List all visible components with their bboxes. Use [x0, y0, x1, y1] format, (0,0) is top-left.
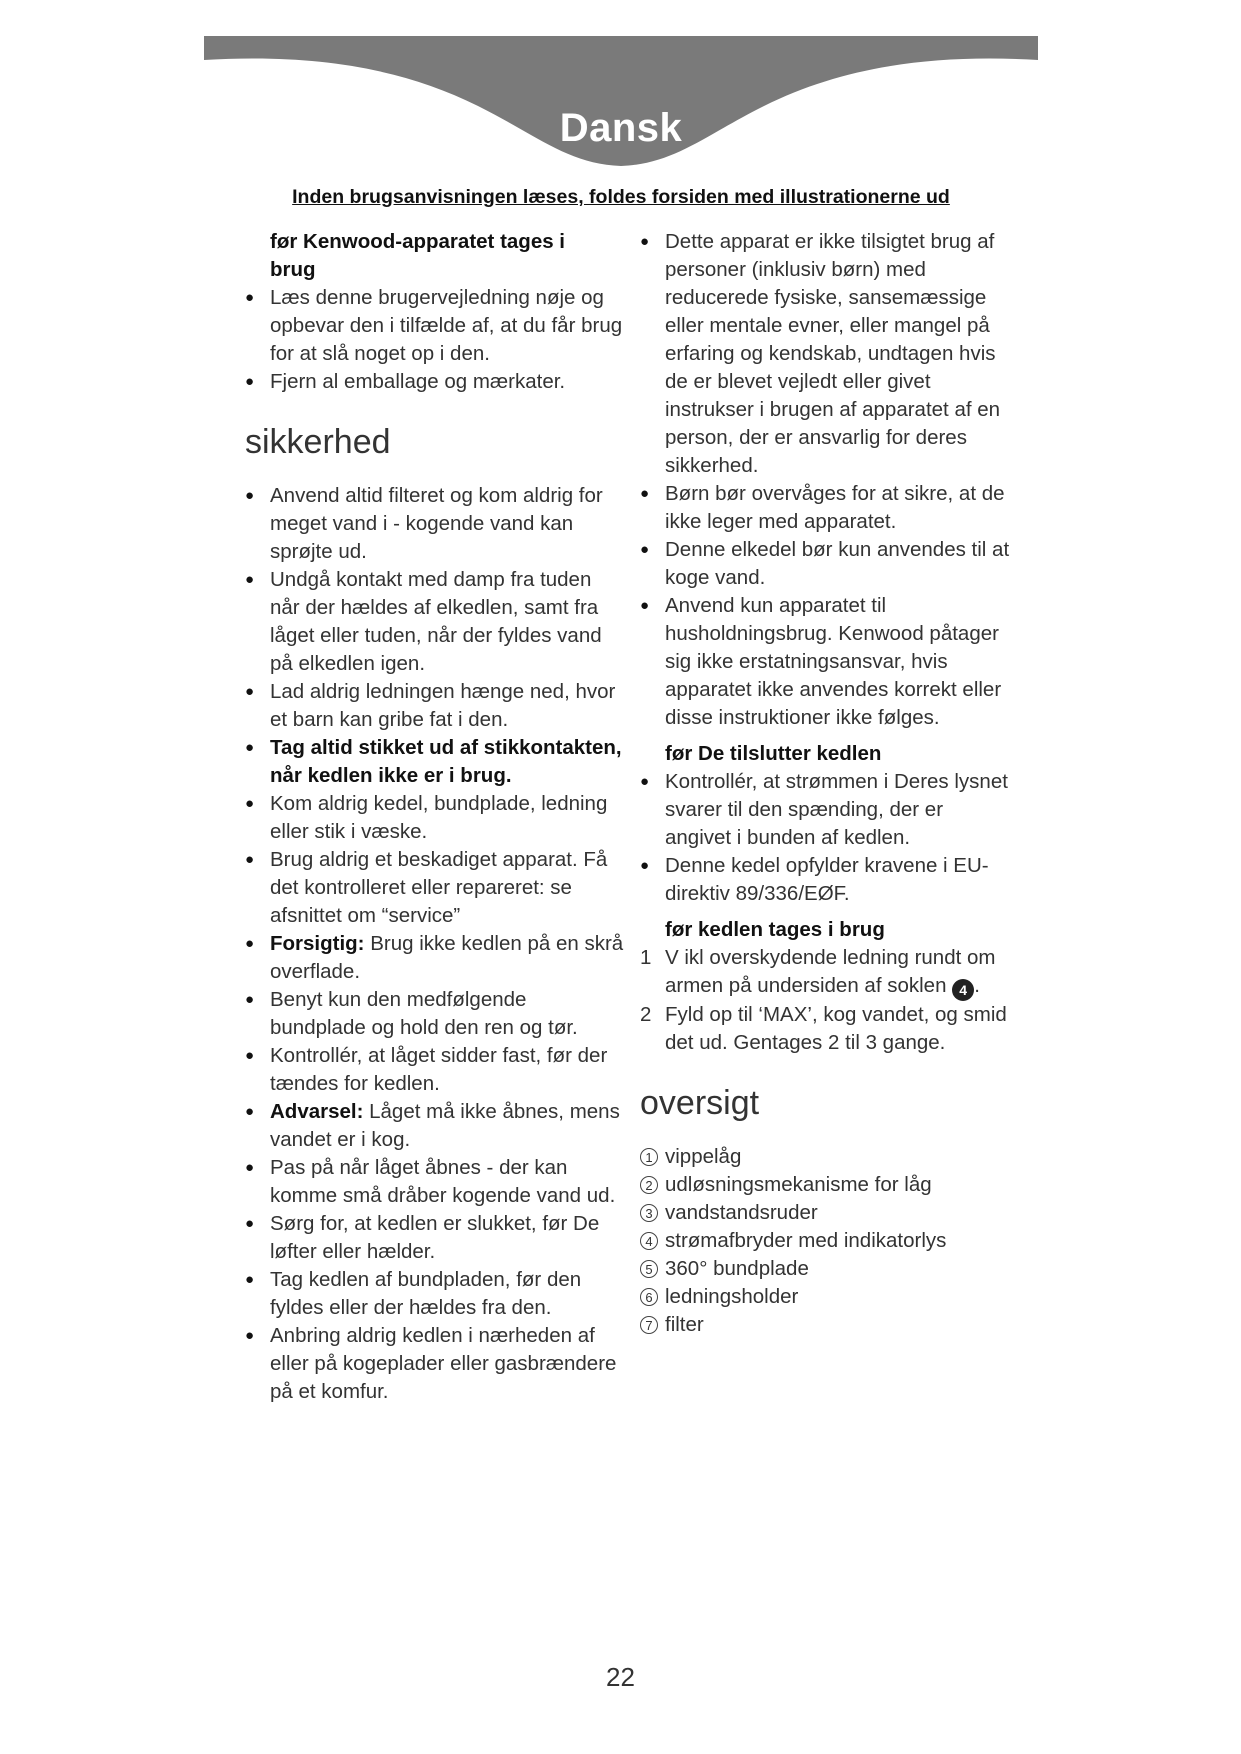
list-item: ● Fjern al emballage og mærkater.	[245, 368, 625, 396]
part-label: ledningsholder	[665, 1285, 799, 1308]
item-text: Låget må ikke åbnes, mens vandet er i kog.	[270, 1100, 620, 1151]
list-item	[245, 1322, 625, 1406]
part-number: 6	[640, 1288, 658, 1306]
part-item	[640, 1227, 1010, 1255]
left-column	[245, 228, 625, 1406]
part-item	[640, 1143, 1010, 1171]
numbered-step	[640, 944, 1010, 1001]
item-text: Undgå kontakt med damp fra tuden når der hældes af elkedlen, samt fra låget eller tuden, når der fyldes vand på elkedlen igen.	[270, 568, 602, 675]
overview-heading: oversigt	[640, 1084, 760, 1122]
list-item	[245, 734, 625, 790]
page-title: Dansk	[559, 106, 683, 150]
item-text: Pas på når låget åbnes - der kan komme små dråber kogende vand ud.	[270, 1156, 616, 1207]
item-text: Anbring aldrig kedlen i nærheden af eller på kogeplader eller gasbrændere på et komfur.	[270, 1324, 617, 1403]
list-item: ● Børn bør overvåges for at sikre, at de ikke leger med apparatet.	[640, 480, 1010, 536]
list-item	[245, 1210, 625, 1266]
step-end: .	[974, 974, 980, 997]
list-item: ● Denne kedel opfylder kravene i EU-direktiv 89/336/EØF.	[640, 852, 1010, 908]
part-number: 3	[640, 1204, 658, 1222]
list-item	[245, 1098, 625, 1154]
item-text: Kontrollér, at låget sidder fast, før der tændes for kedlen.	[270, 1044, 608, 1095]
connect-heading: før De tilslutter kedlen	[665, 742, 882, 765]
part-label: vandstandsruder	[665, 1201, 818, 1224]
part-label: 360° bundplade	[665, 1257, 809, 1280]
part-number: 7	[640, 1316, 658, 1334]
list-item	[245, 566, 625, 678]
first-use-heading: før kedlen tages i brug	[665, 918, 885, 941]
part-label: strømafbryder med indikatorlys	[665, 1229, 947, 1252]
part-label: udløsningsmekanisme for låg	[665, 1173, 932, 1196]
list-item: ● Anvend kun apparatet til husholdningsbrug. Kenwood påtager sig ikke erstatningsansvar, hvis apparatet ikke anvendes korrekt eller disse instruktioner ikke følges.	[640, 592, 1010, 732]
list-item	[245, 1154, 625, 1210]
before-use-heading-line2: brug	[270, 258, 316, 281]
step-text: Fyld op til ‘MAX’, kog vandet, og smid det ud. Gentages 2 til 3 gange.	[665, 1003, 1007, 1054]
step-number: 2	[640, 1003, 652, 1026]
item-text: Brug aldrig et beskadiget apparat. Få det kontrolleret eller repareret: se afsnittet om “service”	[270, 848, 608, 927]
list-item: ● Dette apparat er ikke tilsigtet brug af personer (inklusiv børn) med reducerede fysiske, sansemæssige eller mentale evner, eller mangel på erfaring og kendskab, undtagen hvis de er blevet vejledt eller givet instrukser i brugen af apparatet af en person, der er ansvarlig for deres sikkerhed.	[640, 228, 1010, 480]
step-text: V ikl overskydende ledning rundt om armen på undersiden af soklen	[665, 946, 996, 997]
part-item	[640, 1255, 1010, 1283]
list-item	[245, 1266, 625, 1322]
part-number: 4	[640, 1232, 658, 1250]
right-column	[640, 228, 1010, 1339]
item-bold: Forsigtig:	[270, 932, 365, 955]
list-item: ● Læs denne brugervejledning nøje og opbevar den i tilfælde af, at du får brug for at slå noget op i den.	[245, 284, 625, 368]
spacer	[640, 732, 1010, 740]
header-banner	[204, 36, 1038, 176]
item-text: Tag kedlen af bundpladen, før den fyldes eller der hældes fra den.	[270, 1268, 582, 1319]
figure-reference-badge: 4	[952, 979, 974, 1001]
item-text: Lad aldrig ledningen hænge ned, hvor et barn kan gribe fat i den.	[270, 680, 616, 731]
safety-heading: sikkerhed	[245, 423, 391, 461]
list-item	[245, 790, 625, 846]
item-text: Benyt kun den medfølgende bundplade og hold den ren og tør.	[270, 988, 578, 1039]
part-item	[640, 1311, 1010, 1339]
step-number: 1	[640, 946, 652, 969]
list-item: ● Denne elkedel bør kun anvendes til at koge vand.	[640, 536, 1010, 592]
list-item	[245, 846, 625, 930]
part-number: 1	[640, 1148, 658, 1166]
item-text: Brug ikke kedlen på en skrå overflade.	[270, 932, 624, 983]
part-item	[640, 1199, 1010, 1227]
list-item	[245, 930, 625, 986]
list-item	[245, 678, 625, 734]
item-text: Kom aldrig kedel, bundplade, ledning eller stik i væske.	[270, 792, 608, 843]
part-number: 5	[640, 1260, 658, 1278]
part-number: 2	[640, 1176, 658, 1194]
page-number: 22	[606, 1662, 635, 1692]
item-text: Anvend altid filteret og kom aldrig for meget vand i - kogende vand kan sprøjte ud.	[270, 484, 603, 563]
part-label: vippelåg	[665, 1145, 742, 1168]
list-item	[245, 986, 625, 1042]
list-item: ● Kontrollér, at strømmen i Deres lysnet svarer til den spænding, der er angivet i bunden af kedlen.	[640, 768, 1010, 852]
before-use-heading-line1: før Kenwood-apparatet tages i	[270, 230, 566, 253]
intro-instruction: Inden brugsanvisningen læses, foldes forsiden med illustrationerne ud	[292, 186, 950, 208]
numbered-step	[640, 1001, 1010, 1057]
list-item	[245, 482, 625, 566]
item-bold: Tag altid stikket ud af stikkontakten, når kedlen ikke er i brug.	[270, 736, 622, 787]
item-bold: Advarsel:	[270, 1100, 364, 1123]
part-item	[640, 1171, 1010, 1199]
item-text: Sørg for, at kedlen er slukket, før De løfter eller hælder.	[270, 1212, 600, 1263]
spacer	[640, 908, 1010, 916]
list-item	[245, 1042, 625, 1098]
part-item	[640, 1283, 1010, 1311]
part-label: filter	[665, 1313, 704, 1336]
